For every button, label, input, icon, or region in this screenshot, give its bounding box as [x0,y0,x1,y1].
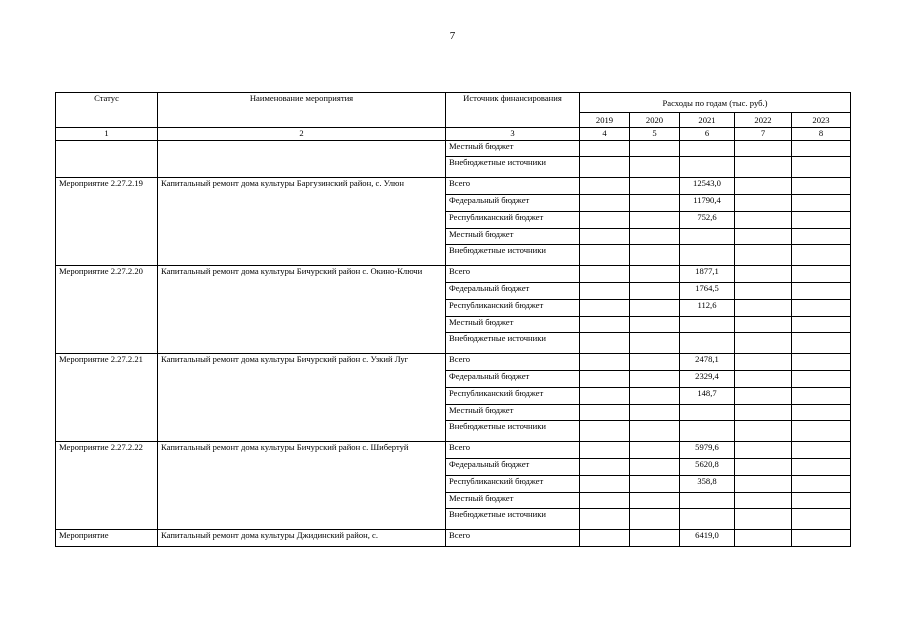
column-number: 5 [630,128,680,141]
funding-source-cell: Республиканский бюджет [446,212,580,229]
expense-value-cell [735,459,792,476]
expense-value-cell [792,421,851,442]
expense-value-cell [792,354,851,371]
funding-source-cell: Федеральный бюджет [446,195,580,212]
header-name: Наименование мероприятия [158,93,446,128]
funding-source-cell: Федеральный бюджет [446,283,580,300]
measure-name-cell [158,141,446,178]
table-row [56,442,851,459]
expense-value-cell [735,212,792,229]
expense-value-cell [792,195,851,212]
expense-value-cell [630,442,680,459]
expense-value-cell [580,212,630,229]
expense-value-cell [792,405,851,421]
expense-value-cell [630,229,680,245]
expense-value-cell [792,157,851,178]
expense-value-cell [735,530,792,547]
expense-value-cell [630,266,680,283]
expense-value-cell [630,178,680,195]
expense-value-cell [680,157,735,178]
page-number: 7 [449,30,456,42]
expense-value-cell [630,530,680,547]
expense-value-cell [580,157,630,178]
expense-value-cell [792,283,851,300]
table-row [56,266,851,283]
expense-value-cell [580,195,630,212]
expense-value-cell [580,388,630,405]
expense-value-cell [580,421,630,442]
expense-value-cell [630,421,680,442]
table-row [56,354,851,371]
header-year: 2020 [630,113,680,128]
column-number: 6 [680,128,735,141]
expense-value-cell: 2478,1 [680,354,735,371]
header-year: 2019 [580,113,630,128]
expense-value-cell [735,371,792,388]
expense-value-cell [735,317,792,333]
expense-value-cell [792,266,851,283]
status-cell: Мероприятие 2.27.2.19 [56,178,158,266]
funding-source-cell: Местный бюджет [446,141,580,157]
column-number: 7 [735,128,792,141]
expense-value-cell [630,300,680,317]
funding-source-cell: Внебюджетные источники [446,245,580,266]
expense-value-cell [580,354,630,371]
expense-value-cell [680,509,735,530]
expense-value-cell [630,354,680,371]
measure-name-cell: Капитальный ремонт дома культуры Баргузинский район, с. Улюн [158,178,446,266]
expense-value-cell [792,317,851,333]
expense-value-cell [792,388,851,405]
expense-value-cell [735,476,792,493]
measure-name-cell: Капитальный ремонт дома культуры Джидинский район, с. [158,530,446,547]
expense-value-cell: 11790,4 [680,195,735,212]
expense-value-cell [735,388,792,405]
expense-value-cell [630,245,680,266]
expense-value-cell [735,333,792,354]
funding-source-cell: Федеральный бюджет [446,371,580,388]
expense-value-cell [735,442,792,459]
expense-value-cell [580,178,630,195]
expense-value-cell: 12543,0 [680,178,735,195]
funding-source-cell: Республиканский бюджет [446,300,580,317]
funding-source-cell: Местный бюджет [446,229,580,245]
expense-value-cell [735,245,792,266]
expense-value-cell [792,229,851,245]
expense-value-cell [792,476,851,493]
expense-value-cell [630,459,680,476]
expense-value-cell [580,459,630,476]
expense-value-cell [680,333,735,354]
status-cell: Мероприятие 2.27.2.20 [56,266,158,354]
expense-value-cell [680,141,735,157]
expense-value-cell [630,141,680,157]
expense-value-cell [735,300,792,317]
funding-source-cell: Внебюджетные источники [446,509,580,530]
column-number: 2 [158,128,446,141]
expense-value-cell [680,405,735,421]
header-source: Источник финансирования [446,93,580,128]
expense-value-cell [580,442,630,459]
expense-value-cell [580,245,630,266]
expense-value-cell [735,509,792,530]
expense-value-cell [630,317,680,333]
expense-value-cell [735,195,792,212]
expense-value-cell [580,266,630,283]
expense-value-cell [630,157,680,178]
expense-value-cell [580,493,630,509]
expense-value-cell [630,509,680,530]
expense-value-cell [735,354,792,371]
status-cell: Мероприятие 2.27.2.21 [56,354,158,442]
expense-value-cell: 358,8 [680,476,735,493]
expense-value-cell [792,212,851,229]
expense-value-cell [680,245,735,266]
expense-value-cell [630,476,680,493]
table-row [56,178,851,195]
expense-value-cell [630,283,680,300]
expense-value-cell [735,178,792,195]
header-status: Статус [56,93,158,128]
expense-value-cell [580,333,630,354]
expense-value-cell: 2329,4 [680,371,735,388]
expense-value-cell [630,493,680,509]
expense-value-cell [630,195,680,212]
column-number: 3 [446,128,580,141]
header-expenses: Расходы по годам (тыс. руб.) [580,93,851,113]
expense-value-cell: 6419,0 [680,530,735,547]
expense-value-cell [580,509,630,530]
expense-value-cell [680,421,735,442]
expense-value-cell [580,229,630,245]
column-number: 8 [792,128,851,141]
expense-value-cell: 112,6 [680,300,735,317]
expense-value-cell [792,245,851,266]
funding-source-cell: Республиканский бюджет [446,388,580,405]
expense-value-cell [580,405,630,421]
funding-source-cell: Федеральный бюджет [446,459,580,476]
expense-value-cell [580,283,630,300]
expense-value-cell [792,493,851,509]
funding-source-cell: Всего [446,530,580,547]
funding-source-cell: Всего [446,178,580,195]
expense-value-cell [630,405,680,421]
measure-name-cell: Капитальный ремонт дома культуры Бичурский район с. Шибертуй [158,442,446,530]
expense-value-cell [680,229,735,245]
funding-source-cell: Местный бюджет [446,405,580,421]
table-row [56,530,851,547]
expense-value-cell [580,300,630,317]
funding-source-cell: Всего [446,442,580,459]
funding-source-cell: Республиканский бюджет [446,476,580,493]
expense-value-cell: 752,6 [680,212,735,229]
expense-value-cell [735,405,792,421]
funding-source-cell: Внебюджетные источники [446,157,580,178]
expense-value-cell [580,530,630,547]
header-year: 2023 [792,113,851,128]
expense-value-cell: 5979,6 [680,442,735,459]
expense-value-cell [735,157,792,178]
status-cell [56,141,158,178]
expense-value-cell [792,442,851,459]
funding-source-cell: Всего [446,266,580,283]
budget-table [55,92,851,547]
funding-source-cell: Внебюджетные источники [446,333,580,354]
expense-value-cell [735,141,792,157]
expense-value-cell [580,141,630,157]
expense-value-cell [792,509,851,530]
header-year: 2021 [680,113,735,128]
expense-value-cell [792,300,851,317]
status-cell: Мероприятие [56,530,158,547]
expense-value-cell [735,421,792,442]
expense-value-cell: 1877,1 [680,266,735,283]
status-cell: Мероприятие 2.27.2.22 [56,442,158,530]
expense-value-cell [580,371,630,388]
expense-value-cell [735,266,792,283]
expense-value-cell: 5620,8 [680,459,735,476]
expense-value-cell [792,530,851,547]
expense-value-cell [792,178,851,195]
expense-value-cell [792,459,851,476]
header-year: 2022 [735,113,792,128]
expense-value-cell [630,333,680,354]
measure-name-cell: Капитальный ремонт дома культуры Бичурский район с. Узкий Луг [158,354,446,442]
table-row [56,141,851,157]
expense-value-cell [735,229,792,245]
expense-value-cell [630,371,680,388]
column-number: 1 [56,128,158,141]
expense-value-cell [792,371,851,388]
expense-value-cell: 148,7 [680,388,735,405]
expense-value-cell [680,493,735,509]
expense-value-cell [630,388,680,405]
expense-value-cell [580,317,630,333]
expense-value-cell [580,476,630,493]
expense-value-cell [792,333,851,354]
expense-value-cell [792,141,851,157]
funding-source-cell: Местный бюджет [446,493,580,509]
expense-value-cell [735,283,792,300]
measure-name-cell: Капитальный ремонт дома культуры Бичурский район с. Окино-Ключи [158,266,446,354]
column-number: 4 [580,128,630,141]
expense-value-cell [735,493,792,509]
expense-value-cell [680,317,735,333]
funding-source-cell: Местный бюджет [446,317,580,333]
funding-source-cell: Внебюджетные источники [446,421,580,442]
funding-source-cell: Всего [446,354,580,371]
expense-value-cell: 1764,5 [680,283,735,300]
expense-value-cell [630,212,680,229]
